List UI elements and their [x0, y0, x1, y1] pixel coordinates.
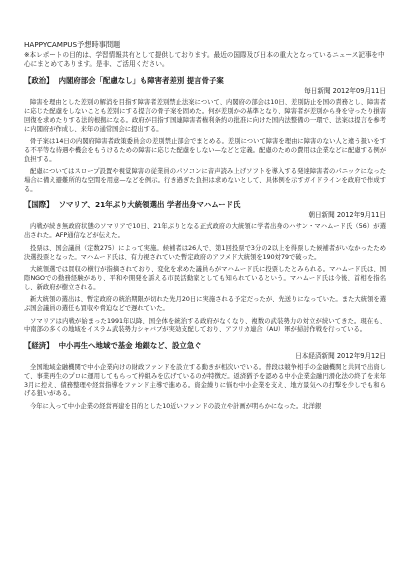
article-paragraph: 大統領選では買収の横行が指摘されており、変化を求めた議員らがマハムード氏に投票したとみられる。マハムード氏は、国際NGOでの勤務経験があり、平和や開発を訴える市民活動家としても知られているという。マハムード氏は今後、首相を指名し、新政府が樹立される。: [24, 266, 386, 291]
article-headline: [24, 200, 386, 210]
article-paragraph: 新大統領の選出は、暫定政府の統治期限が切れた先月20日に実施される予定だったが、先送りになっていた。また大統領を選ぶ国会議員の選任も買収や脅迫などで遅れていた。: [24, 296, 386, 313]
article-category-tag: 【政治】: [24, 76, 54, 86]
article-category-tag: 【国際】: [24, 200, 54, 210]
article-paragraph: 投票は、国会議員（定数275）によって実施。候補者は26人で、第1回投票で3分の2以上を得票した候補者がいなかったため決選投票となった。マハムード氏は、有力視されていた暫定政府のアフメド大統領を190対79で破った。: [24, 244, 386, 261]
usage-notice: ※本レポートの目的は、学習情報共有として提供しております。最近の国際及び日本の重大となっているニュース記事を中心にまとめてあります。是非、ご活用ください。: [24, 51, 385, 69]
article-international: [24, 200, 386, 335]
article-headline-text: ソマリア、21年ぶり大統領選出 学者出身マハムード氏: [58, 200, 241, 210]
article-paragraph: 今年に入って中小企業の経営再建を目的とした10近いファンドの設立や計画が明らかになった。北洋銀: [30, 402, 322, 410]
article-paragraph: 骨子案は14日の内閣府障害者政策委員会の差別禁止部会でまとめる。差別について障害を理由に障害のない人と違う扱いをする不平等な待遇や機会をもうけるための障害に応じた配慮をしない—などと定義。配慮のための費用は企業などに配慮する例が負担する。: [24, 138, 386, 163]
article-category-tag: 【経済】: [24, 341, 54, 351]
article-paragraph: 全国地域金融機関で中小企業向けの財政ファンドを設立する動きが相次いでいる。普段は競争相手の金融機関と共同で出資して、事業再生のプロに運用してもらって枠組みを広げているのが特徴だ。返済猶予を認める中小企業金融円滑化法の終了を来年3月に控え、債務整理や経営指導をファンド主導で進める。資金繰りに悩む中小企業を支え、地方景気への打撃を少しでも和らげる狙いがある。: [24, 364, 386, 398]
article-politics: [24, 76, 386, 194]
article-economy: [24, 341, 386, 412]
article-paragraph: 配慮についてはスロープ設置や視覚障害の従業員のパソコンに音声読み上げソフトを導入する発達障害者のパニックになった場合に備え避難所的な空間を用意—などを例示。行き過ぎた負担は求めないとして、具体例を示すガイドラインを政府で作成する。: [24, 168, 386, 193]
document-title: HAPPYCAMPUS予想時事問題: [24, 40, 121, 49]
article-source: 朝日新聞 2012年9月11日: [308, 211, 386, 220]
article-source: 日本経済新聞 2012年9月12日: [295, 352, 386, 361]
article-paragraph: ソマリアは内戦が始まった1991年以降、国全体を統治する政府がなくなり、複数の武装勢力の対立が続いてきた。現在も、中南部の多くの地域をイスラム武装勢力シャバブが実効支配しており、アフリカ連合（AU）軍が掃討作戦を行っている。: [24, 317, 386, 334]
article-headline: [24, 341, 386, 351]
article-headline: [24, 76, 386, 86]
article-source: 毎日新聞 2012年09月11日: [304, 87, 386, 96]
article-headline-text: 中小再生へ地域で基金 地銀など、設立急ぐ: [58, 341, 202, 351]
article-paragraph: 内戦が続き無政府状態のソマリアで10日、21年ぶりとなる正式政府の大統領に学者出身のハサン・マハムード氏（56）が選出された。AFP通信などが伝えた。: [24, 223, 386, 240]
article-paragraph: 障害を理由とした差別の解消を目指す障害者差別禁止法案について、内閣府の部会は10日、差別防止を国の責務とし、障害者に応じた配慮をしないことも差別にする提言の骨子案を固めた。何が差別かの基準となり、障害者が差別から身を守ったり損害回復を求めたりする法的根拠になる。政府が目指す国連障害者権利条約の批准に向けた国内法整備の一環で、法案は提言を参考に内閣府が作成し、来年の通常国会に提出する。: [24, 99, 386, 133]
article-headline-text: 内閣府部会「配慮なし」も障害者差別 提言骨子案: [58, 76, 224, 86]
